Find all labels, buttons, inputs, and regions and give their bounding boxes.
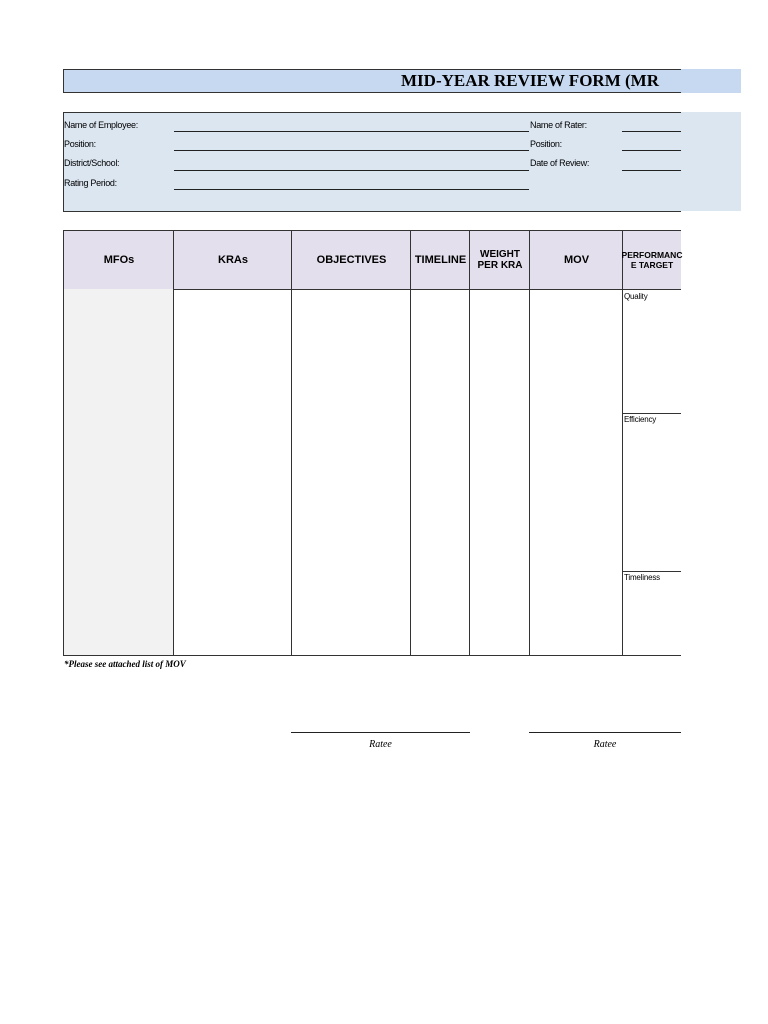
name-of-employee-field[interactable] xyxy=(174,131,529,132)
efficiency-label: Efficiency xyxy=(624,415,657,424)
position-label: Position: xyxy=(64,139,96,149)
district-school-field[interactable] xyxy=(174,170,529,171)
rating-period-field[interactable] xyxy=(174,189,529,190)
header-kras: KRAs xyxy=(173,230,292,290)
ratee-signature-label: Ratee xyxy=(369,739,392,750)
mov-note: *Please see attached list of MOV xyxy=(64,659,186,669)
mov-cell[interactable] xyxy=(529,289,623,656)
rater-position-field[interactable] xyxy=(622,150,681,151)
ratee-signature-line[interactable] xyxy=(291,732,470,733)
header-weight-per-kra: WEIGHT PER KRA xyxy=(469,230,530,290)
title-bar-extension xyxy=(681,69,741,93)
header-timeline: TIMELINE xyxy=(410,230,470,290)
header-performance-target: PERFORMANC E TARGET xyxy=(622,230,681,290)
name-of-employee-label: Name of Employee: xyxy=(64,120,138,130)
header-mov: MOV xyxy=(529,230,623,290)
kras-cell[interactable] xyxy=(173,289,292,656)
employee-info-extension xyxy=(681,112,741,211)
timeline-cell[interactable] xyxy=(410,289,470,656)
date-of-review-label: Date of Review: xyxy=(530,158,590,168)
quality-divider xyxy=(622,413,681,414)
efficiency-divider xyxy=(622,571,681,572)
rating-period-label: Rating Period: xyxy=(64,178,117,188)
form-title: MID-YEAR REVIEW FORM (MR xyxy=(401,71,659,90)
header-mfos: MFOs xyxy=(63,230,174,290)
position-field[interactable] xyxy=(174,150,529,151)
name-of-rater-field[interactable] xyxy=(622,131,681,132)
performance-target-cell[interactable] xyxy=(622,289,681,656)
second-signature-label: Ratee xyxy=(593,739,617,750)
district-school-label: District/School: xyxy=(64,158,120,168)
weight-per-kra-cell[interactable] xyxy=(469,289,530,656)
rater-position-label: Position: xyxy=(530,139,562,149)
header-objectives: OBJECTIVES xyxy=(291,230,411,290)
objectives-cell[interactable] xyxy=(291,289,411,656)
mfos-cell[interactable] xyxy=(63,289,174,656)
name-of-rater-label: Name of Rater: xyxy=(530,120,587,130)
quality-label: Quality xyxy=(624,292,648,301)
timeliness-label: Timeliness xyxy=(624,573,660,582)
date-of-review-field[interactable] xyxy=(622,170,681,171)
second-signature-line[interactable] xyxy=(529,732,681,733)
